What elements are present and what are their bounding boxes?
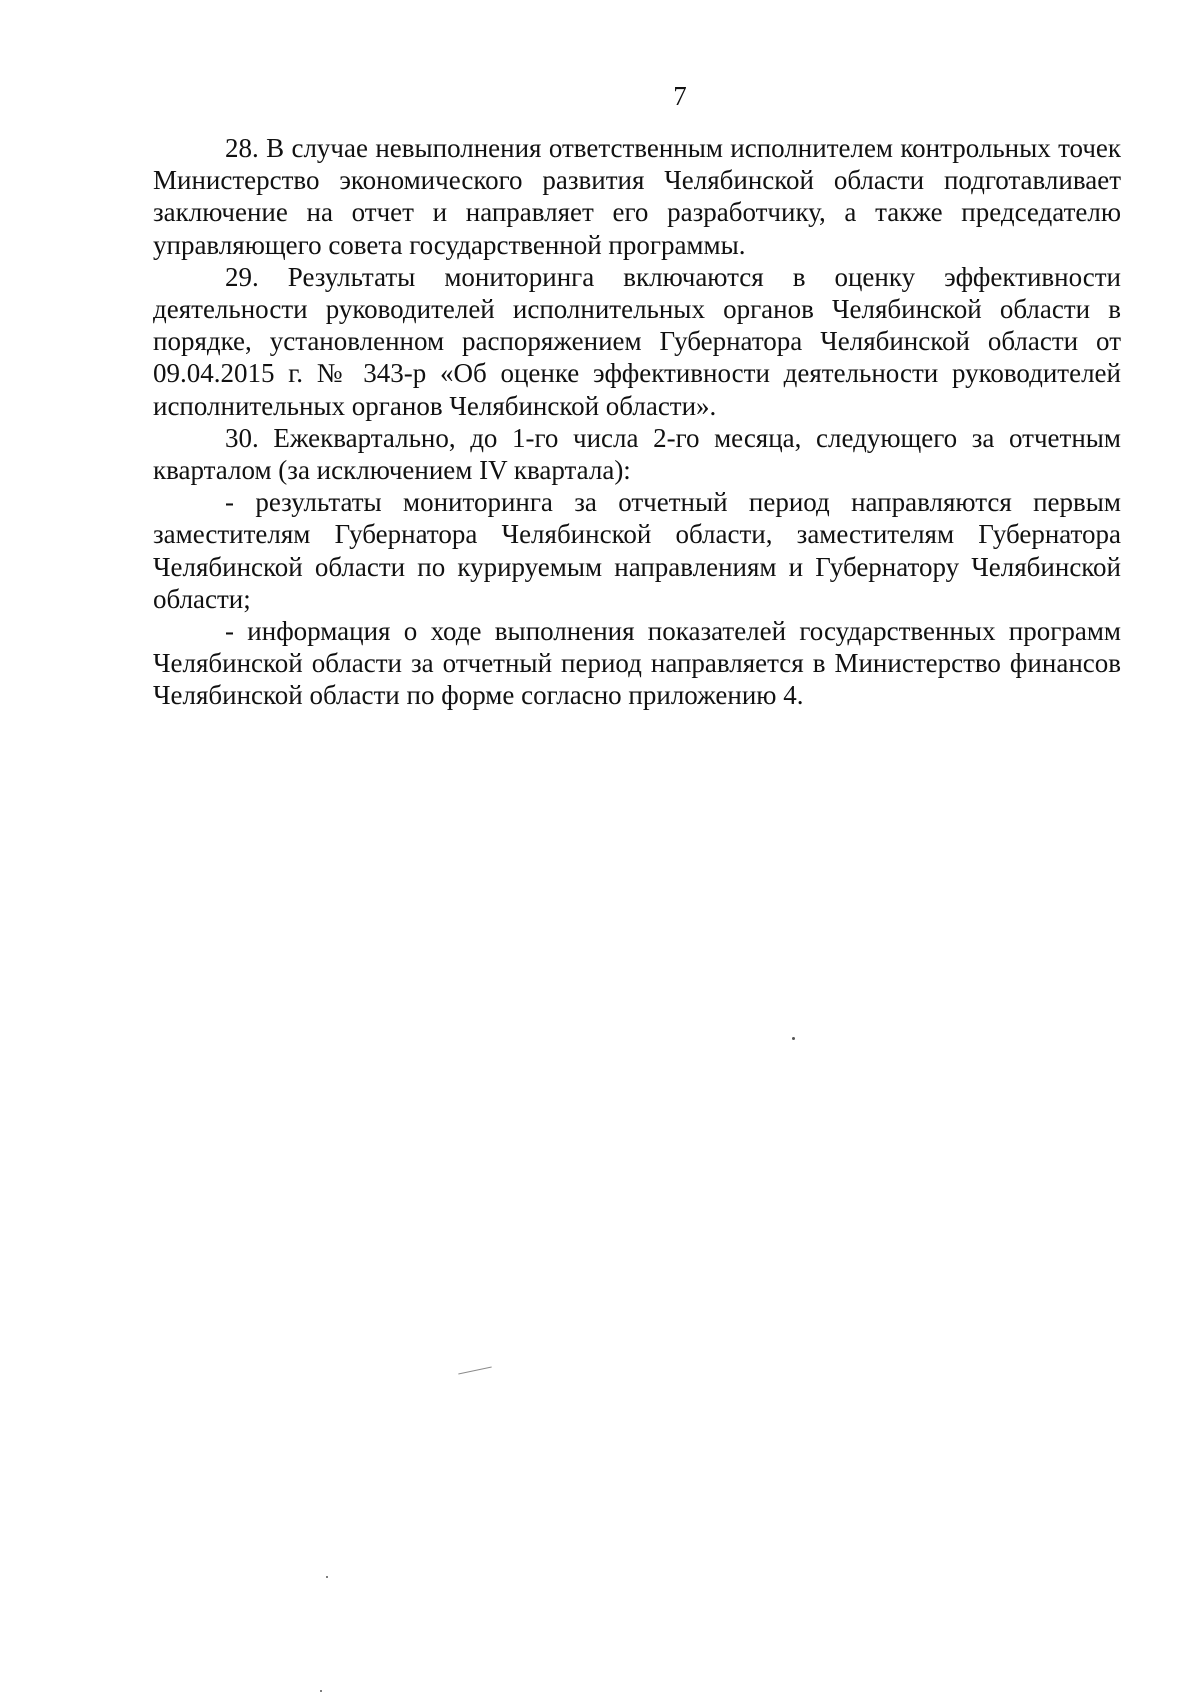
- bullet-monitoring-results: - результаты мониторинга за отчетный период направляются первым заместителям Губернатора Челябинской области, заместителям Губернатора Челябинской области по курируемым направлениям и Губернатору Челябинской области;: [153, 487, 1121, 614]
- scan-speck: [792, 1037, 795, 1040]
- paragraph-29: 29. Результаты мониторинга включаются в оценку эффективности деятельности руководителей исполнительных органов Челябинской области в порядке, установленном распоряжением Губернатора Челябинской области от 09.04.2015 г. № 343-р «Об оценке эффективности деятельности руководителей исполнительных органов Челябинской области».: [153, 261, 1121, 421]
- paragraph-30: 30. Ежеквартально, до 1-го числа 2-го месяца, следующего за отчетным кварталом (за исключением IV квартала):: [153, 422, 1121, 486]
- scan-speck: [320, 1690, 322, 1692]
- document-body: [153, 132, 1121, 712]
- bullet-indicators-info: - информация о ходе выполнения показателей государственных программ Челябинской области за отчетный период направляется в Министерство финансов Челябинской области по форме согласно приложению 4.: [153, 616, 1121, 711]
- scan-speck: [326, 1576, 328, 1578]
- page-number: 7: [673, 81, 687, 111]
- scan-smudge: [458, 1366, 491, 1374]
- paragraph-28: 28. В случае невыполнения ответственным исполнителем контрольных точек Министерство экономического развития Челябинской области подготавливает заключение на отчет и направляет его разработчику, а также председателю управляющего совета государственной программы.: [153, 133, 1121, 260]
